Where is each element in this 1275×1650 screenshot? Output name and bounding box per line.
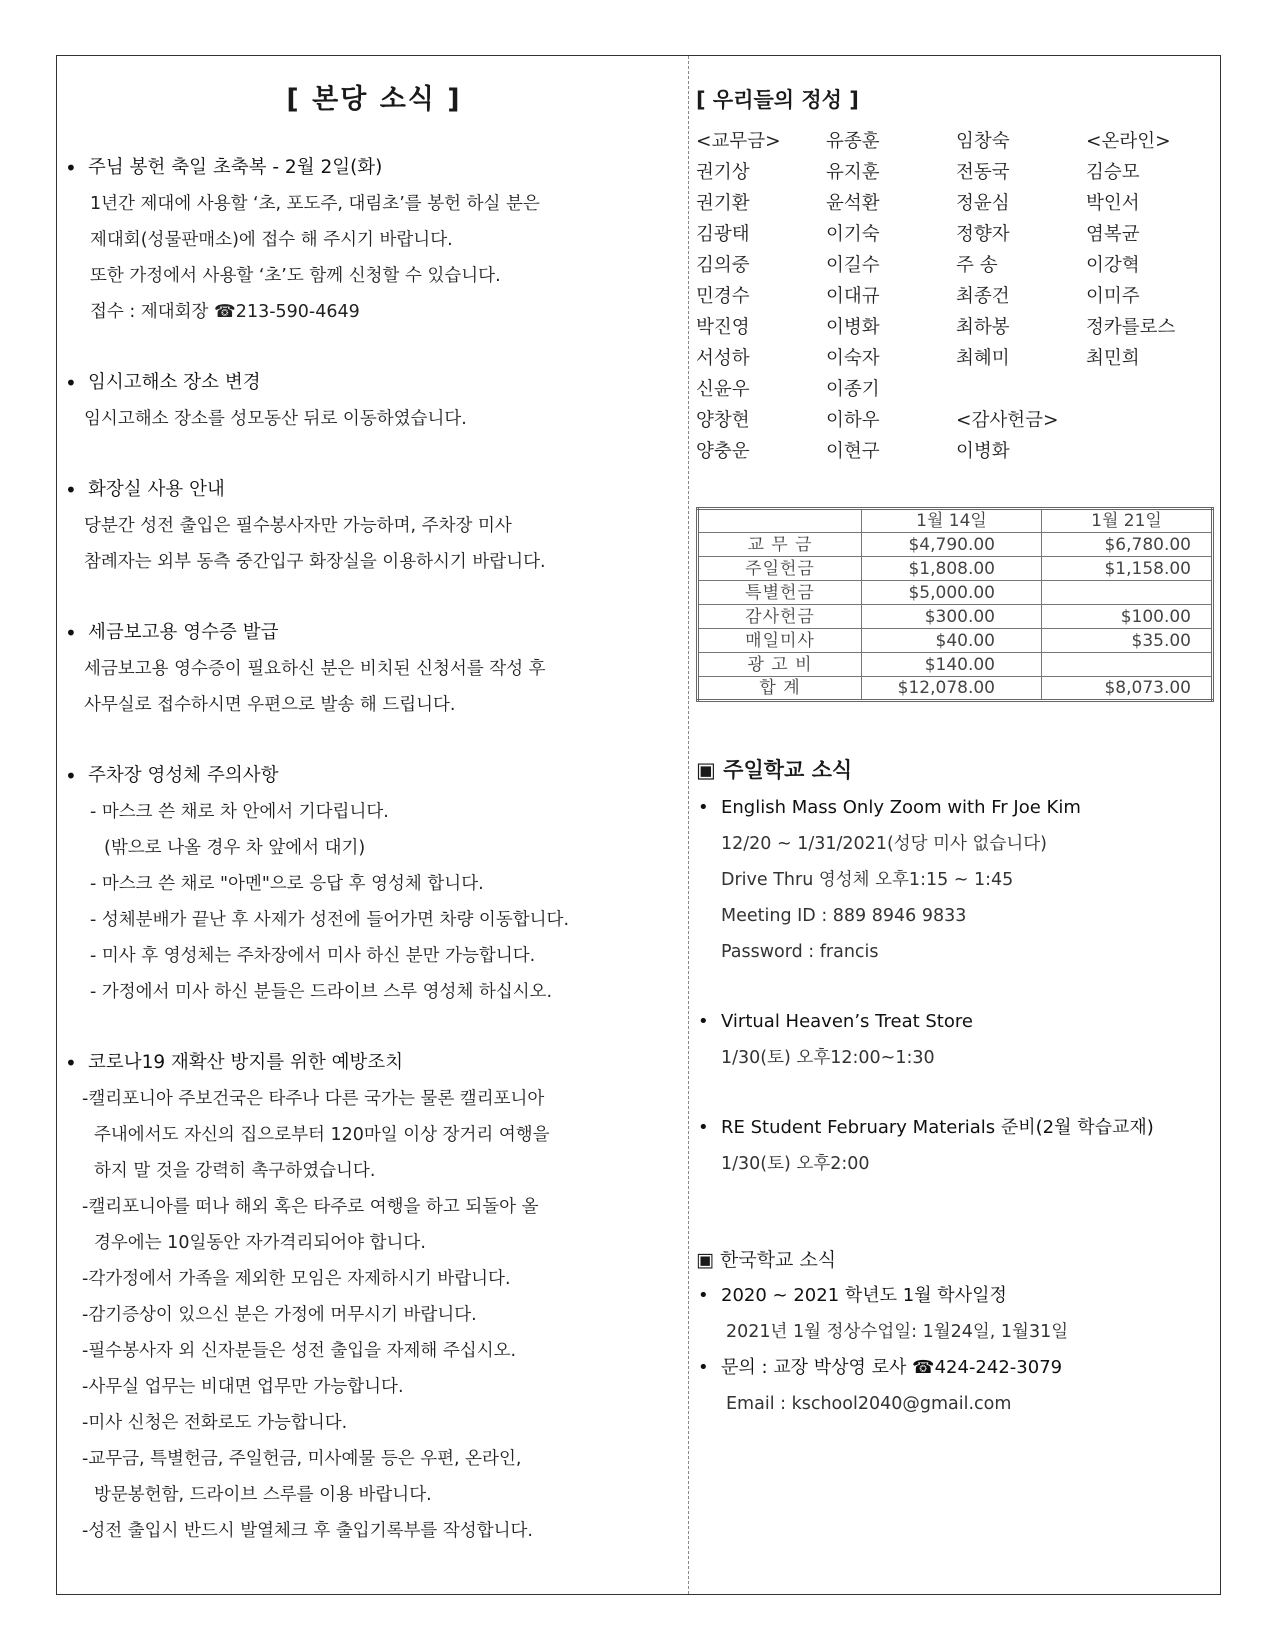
- offering-amount: $35.00: [1042, 629, 1213, 653]
- donor-name: 김광태: [696, 224, 750, 245]
- text-line: 2021년 1월 정상수업일: 1월24일, 1월31일: [726, 1322, 1069, 1342]
- offering-amount: $1,808.00: [862, 557, 1042, 581]
- news-candle-blessing: [64, 150, 684, 330]
- text-line: - 미사 후 영성체는 주차장에서 미사 하신 분만 가능합니다.: [90, 946, 536, 966]
- offering-amount: $140.00: [862, 653, 1042, 677]
- donor-name: 최민희: [1086, 348, 1140, 369]
- text-line: Drive Thru 영성체 오후1:15 ~ 1:45: [721, 870, 1014, 890]
- table-row: [698, 629, 1213, 653]
- offering-amount: $4,790.00: [862, 533, 1042, 557]
- donor-name: 서성하: [696, 348, 750, 369]
- text-line: -성전 출입시 반드시 발열체크 후 출입기록부를 작성합니다.: [82, 1521, 533, 1541]
- list-item: • 문의 : 교장 박상영 로사 ☎424-242-3079: [696, 1350, 1216, 1386]
- news-tax-receipt: [64, 615, 684, 723]
- donor-name: 이하우: [826, 410, 880, 431]
- donor-name: 권기환: [696, 193, 750, 214]
- text-line: Password : francis: [721, 942, 879, 962]
- donor-name: 이병화: [826, 317, 880, 338]
- text-line: 당분간 성전 출입은 필수봉사자만 가능하며, 주차장 미사: [84, 516, 512, 536]
- donor-name: 염복균: [1086, 224, 1140, 245]
- text-line: Meeting ID : 889 8946 9833: [721, 906, 967, 926]
- text-line: 임시고해소 장소를 성모동산 뒤로 이동하였습니다.: [84, 409, 467, 429]
- donor-name: 이현구: [826, 441, 880, 462]
- donor-name: 박인서: [1086, 193, 1140, 214]
- offering-label: 매일미사: [698, 629, 862, 653]
- offering-label: 교 무 금: [698, 533, 862, 557]
- table-row: [698, 653, 1213, 677]
- table-header-row: [698, 509, 1213, 533]
- text-line: 하지 말 것을 강력히 촉구하였습니다.: [94, 1161, 376, 1181]
- offering-amount: $5,000.00: [862, 581, 1042, 605]
- offering-label: 합 계: [698, 677, 862, 701]
- text-line: - 가정에서 미사 하신 분들은 드라이브 스루 영성체 하십시오.: [90, 982, 553, 1002]
- offering-amount: $8,073.00: [1042, 677, 1213, 701]
- donor-name: 전동국: [956, 162, 1010, 183]
- list-item: • Virtual Heaven’s Treat Store: [696, 1004, 1216, 1040]
- offering-amount: $300.00: [862, 605, 1042, 629]
- section-title: • 주님 봉헌 축일 초축복 - 2월 2일(화): [64, 150, 684, 186]
- donor-name: 이종기: [826, 379, 880, 400]
- offerings-column: [696, 80, 1216, 1422]
- offering-label: 주일헌금: [698, 557, 862, 581]
- parish-news-column: [64, 80, 684, 1584]
- sunday-school-title: ▣ 주일학교 소식: [696, 758, 853, 782]
- offering-table: [696, 507, 1214, 702]
- text-line: 주내에서도 자신의 집으로부터 120마일 이상 장거리 여행을: [94, 1125, 550, 1145]
- donor-name: 유지훈: [826, 162, 880, 183]
- offering-amount: $1,158.00: [1042, 557, 1213, 581]
- offering-amount: [1042, 581, 1213, 605]
- donor-name: 이병화: [956, 441, 1010, 462]
- news-confession-location: [64, 365, 684, 437]
- offering-amount: $40.00: [862, 629, 1042, 653]
- news-restroom: [64, 472, 684, 580]
- donor-name: 김의중: [696, 255, 750, 276]
- table-row: [698, 581, 1213, 605]
- text-line: -감기증상이 있으신 분은 가정에 머무시기 바랍니다.: [82, 1305, 477, 1325]
- donor-name: 정카를로스: [1086, 317, 1176, 338]
- section-title: • 세금보고용 영수증 발급: [64, 615, 684, 651]
- news-covid-prevention: [64, 1045, 684, 1549]
- donor-name: 박진영: [696, 317, 750, 338]
- donor-name: 윤석환: [826, 193, 880, 214]
- donor-name: <온라인>: [1086, 131, 1171, 152]
- text-line: 참례자는 외부 동측 중간입구 화장실을 이용하시기 바랍니다.: [84, 552, 546, 572]
- table-row: [698, 605, 1213, 629]
- donor-name: 임창숙: [956, 131, 1010, 152]
- table-row: [698, 677, 1213, 701]
- korean-school-title: ▣ 한국학교 소식: [696, 1249, 837, 1271]
- donor-name: 최종건: [956, 286, 1010, 307]
- offering-amount: $12,078.00: [862, 677, 1042, 701]
- table-row: [698, 533, 1213, 557]
- table-row: [698, 557, 1213, 581]
- donor-name: 권기상: [696, 162, 750, 183]
- text-line: -각가정에서 가족을 제외한 모임은 자제하시기 바랍니다.: [82, 1269, 511, 1289]
- donor-name: 정향자: [956, 224, 1010, 245]
- donor-name: 정윤심: [956, 193, 1010, 214]
- table-header-cell: [698, 509, 862, 533]
- donor-name: 신윤우: [696, 379, 750, 400]
- text-line: 방문봉헌함, 드라이브 스루를 이용 바랍니다.: [94, 1485, 432, 1505]
- spacer: [696, 970, 1216, 1004]
- donor-name: <감사헌금>: [956, 410, 1059, 431]
- text-line: -캘리포니아를 떠나 해외 혹은 타주로 여행을 하고 되돌아 올: [82, 1197, 539, 1217]
- offering-label: 특별헌금: [698, 581, 862, 605]
- text-line: - 마스크 쓴 채로 "아멘"으로 응답 후 영성체 합니다.: [90, 874, 484, 894]
- text-line: 제대회(성물판매소)에 접수 해 주시기 바랍니다.: [90, 230, 453, 250]
- table-header-cell: 1월 21일: [1042, 509, 1213, 533]
- donor-name: 양충운: [696, 441, 750, 462]
- section-title: • 코로나19 재확산 방지를 위한 예방조치: [64, 1045, 684, 1081]
- section-title: • 화장실 사용 안내: [64, 472, 684, 508]
- offering-label: 감사헌금: [698, 605, 862, 629]
- donor-name: 이길수: [826, 255, 880, 276]
- contact-line: 접수 : 제대회장 ☎213-590-4649: [90, 302, 360, 322]
- donor-name: 이기숙: [826, 224, 880, 245]
- text-line: 경우에는 10일동안 자가격리되어야 합니다.: [94, 1233, 426, 1253]
- offering-amount: $100.00: [1042, 605, 1213, 629]
- list-item: • 2020 ~ 2021 학년도 1월 학사일정: [696, 1278, 1216, 1314]
- text-line: 1년간 제대에 사용할 ‘초, 포도주, 대림초’를 봉헌 하실 분은: [90, 194, 540, 214]
- text-line: -캘리포니아 주보건국은 타주나 다른 국가는 물론 캘리포니아: [82, 1089, 545, 1109]
- offerings-title: [ 우리들의 정성 ]: [696, 88, 859, 112]
- text-line: -미사 신청은 전화로도 가능합니다.: [82, 1413, 348, 1433]
- donor-name: 이강혁: [1086, 255, 1140, 276]
- text-line: 1/30(토) 오후2:00: [721, 1154, 870, 1174]
- text-line: Email : kschool2040@gmail.com: [726, 1394, 1012, 1414]
- donor-name: [956, 374, 1086, 405]
- donor-name: 최하봉: [956, 317, 1010, 338]
- donor-name: 이미주: [1086, 286, 1140, 307]
- offering-amount: $6,780.00: [1042, 533, 1213, 557]
- donor-names-grid: [696, 126, 1216, 467]
- news-parking-communion: [64, 758, 684, 1010]
- donor-name: 민경수: [696, 286, 750, 307]
- column-divider: [688, 56, 689, 1594]
- text-line: 세금보고용 영수증이 필요하신 분은 비치된 신청서를 작성 후: [84, 659, 546, 679]
- parish-news-title: [ 본당 소식 ]: [286, 84, 462, 115]
- donor-name: 최혜미: [956, 348, 1010, 369]
- text-line: 또한 가정에서 사용할 ‘초’도 함께 신청할 수 있습니다.: [90, 266, 501, 286]
- donor-name: 양창현: [696, 410, 750, 431]
- donor-name: 유종훈: [826, 131, 880, 152]
- text-line: -교무금, 특별헌금, 주일헌금, 미사예물 등은 우편, 온라인,: [82, 1449, 522, 1469]
- donor-name: 이숙자: [826, 348, 880, 369]
- donor-name: 이대규: [826, 286, 880, 307]
- section-title: • 임시고해소 장소 변경: [64, 365, 684, 401]
- donor-name: [1086, 374, 1216, 405]
- donor-name: [1086, 436, 1216, 467]
- section-title: • 주차장 영성체 주의사항: [64, 758, 684, 794]
- offering-amount: [1042, 653, 1213, 677]
- text-line: 12/20 ~ 1/31/2021(성당 미사 없습니다): [721, 834, 1047, 854]
- spacer: [696, 1076, 1216, 1110]
- donor-name: [1086, 405, 1216, 436]
- list-item: • RE Student February Materials 준비(2월 학습교재): [696, 1110, 1216, 1146]
- text-line: 1/30(토) 오후12:00~1:30: [721, 1048, 935, 1068]
- text-line: -사무실 업무는 비대면 업무만 가능합니다.: [82, 1377, 404, 1397]
- text-line: - 성체분배가 끝난 후 사제가 성전에 들어가면 차량 이동합니다.: [90, 910, 570, 930]
- text-line: 사무실로 접수하시면 우편으로 발송 해 드립니다.: [84, 695, 456, 715]
- text-line: (밖으로 나올 경우 차 앞에서 대기): [104, 838, 366, 858]
- list-item: • English Mass Only Zoom with Fr Joe Kim: [696, 790, 1216, 826]
- donor-name: 주 송: [956, 255, 998, 276]
- table-header-cell: 1월 14일: [862, 509, 1042, 533]
- text-line: - 마스크 쓴 채로 차 안에서 기다립니다.: [90, 802, 389, 822]
- offering-label: 광 고 비: [698, 653, 862, 677]
- donor-name: <교무금>: [696, 131, 781, 152]
- donor-name: 김승모: [1086, 162, 1140, 183]
- text-line: -필수봉사자 외 신자분들은 성전 출입을 자제해 주십시오.: [82, 1341, 517, 1361]
